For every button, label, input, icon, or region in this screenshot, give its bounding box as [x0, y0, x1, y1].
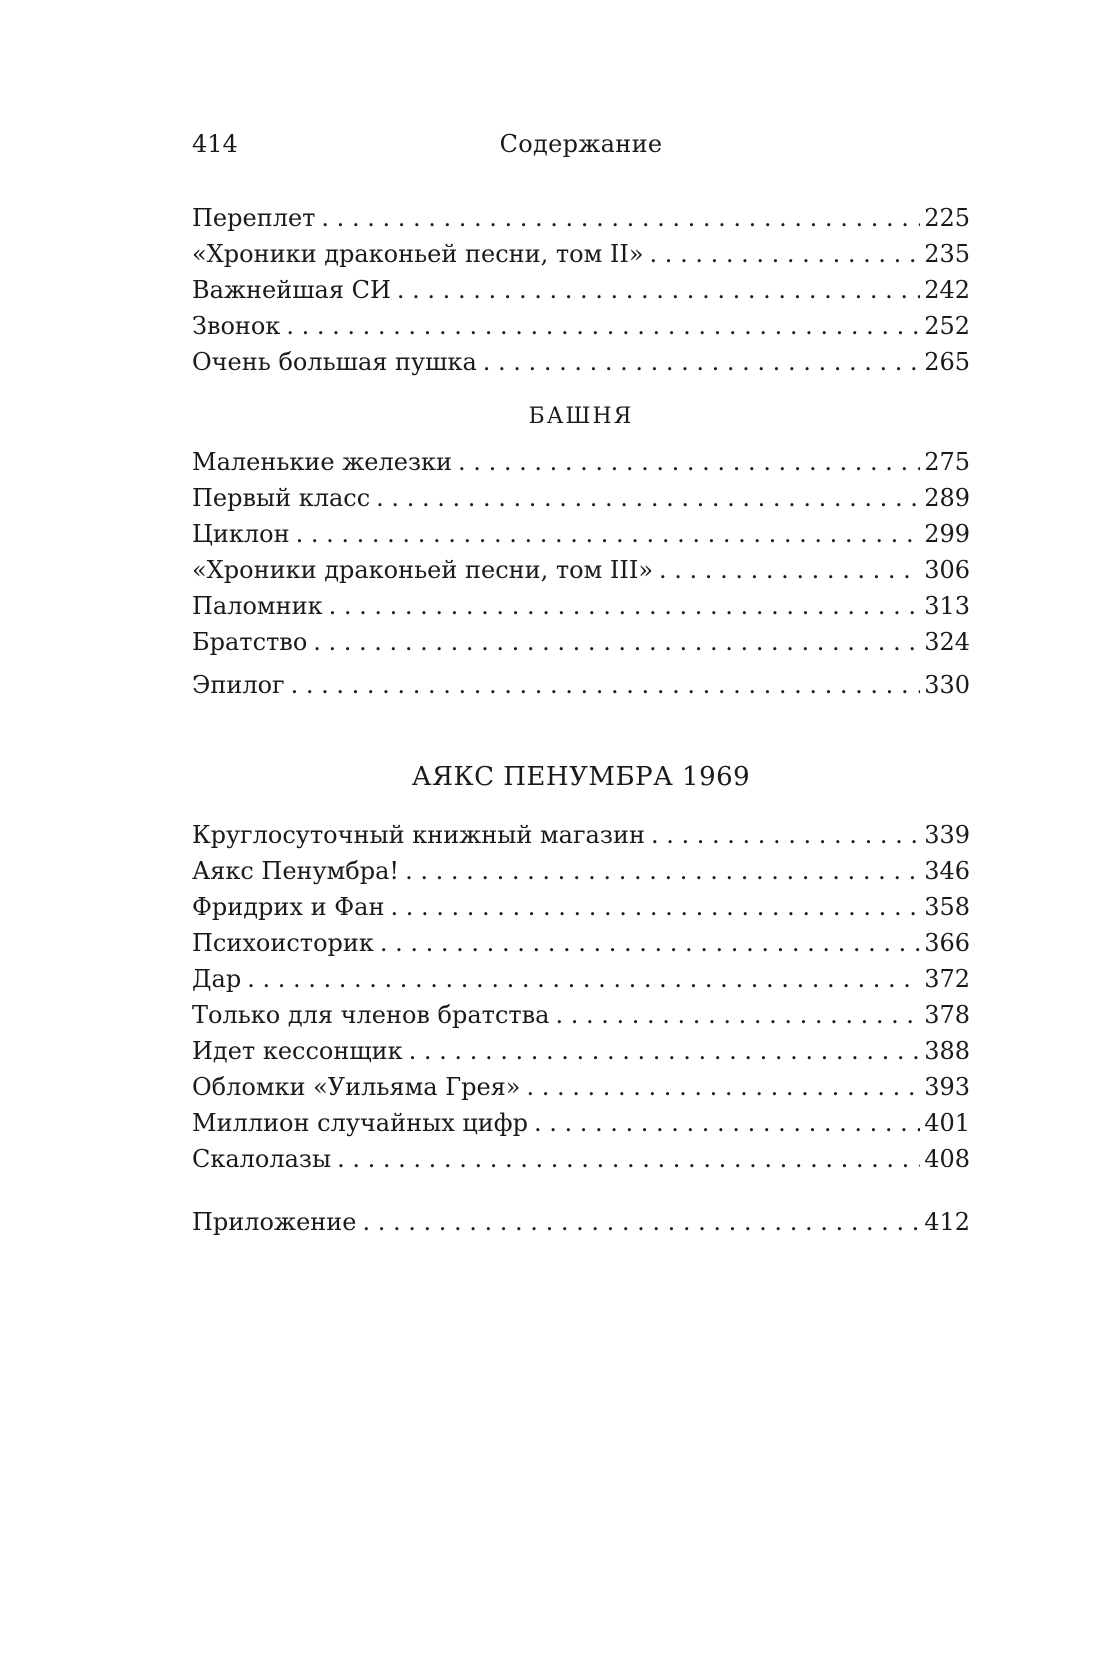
toc-entry-title: «Хроники драконьей песни, том III»: [192, 556, 654, 584]
toc-entry-title: Циклон: [192, 520, 290, 548]
dot-leader: [405, 853, 920, 889]
dot-leader: [362, 1204, 920, 1240]
dot-leader: [555, 997, 920, 1033]
toc-entry-title: Паломник: [192, 592, 323, 620]
toc-entry-page: 388: [924, 1037, 970, 1065]
dot-leader: [329, 588, 921, 624]
toc-entry-page: 366: [924, 929, 970, 957]
running-title: Содержание: [499, 130, 663, 158]
dot-leader: [397, 272, 920, 308]
toc-entry-page: 252: [924, 312, 970, 340]
toc-entry: [192, 552, 970, 588]
toc-entry: [192, 889, 970, 925]
toc-entry-title: Первый класс: [192, 484, 371, 512]
toc-entry: [192, 624, 970, 660]
toc-entry-page: 235: [924, 240, 970, 268]
dot-leader: [247, 961, 920, 997]
toc-entry: [192, 272, 970, 308]
toc-entry: [192, 817, 970, 853]
dot-leader: [651, 817, 920, 853]
running-head: [192, 130, 970, 170]
toc-entry-page: 265: [924, 348, 970, 376]
toc-entry-title: Обломки «Уильяма Грея»: [192, 1073, 521, 1101]
toc-entry-title: Круглосуточный книжный магазин: [192, 821, 645, 849]
toc-entry-title: Психоисторик: [192, 929, 374, 957]
toc-entry-title: Маленькие железки: [192, 448, 453, 476]
dot-leader: [534, 1105, 920, 1141]
toc-entry-page: 242: [924, 276, 970, 304]
dot-leader: [526, 1069, 920, 1105]
toc-entry: [192, 480, 970, 516]
toc-entry: [192, 516, 970, 552]
dot-leader: [291, 667, 921, 703]
toc-entry-page: 372: [924, 965, 970, 993]
toc-entry-page: 313: [924, 592, 970, 620]
dot-leader: [337, 1141, 920, 1177]
toc-entry-epilogue: [192, 667, 970, 703]
dot-leader: [650, 236, 921, 272]
dot-leader: [313, 624, 920, 660]
toc-entry: [192, 961, 970, 997]
toc-entry-title: Фридрих и Фан: [192, 893, 385, 921]
dot-leader: [296, 516, 921, 552]
toc-entry-title: Аякс Пенумбра!: [192, 857, 400, 885]
toc-entry: [192, 997, 970, 1033]
toc-entry: [192, 308, 970, 344]
toc-entry: [192, 1141, 970, 1177]
toc-entry-page: 346: [924, 857, 970, 885]
dot-leader: [483, 344, 920, 380]
toc-entry-title: Миллион случайных цифр: [192, 1109, 528, 1137]
toc-entry-title: Приложение: [192, 1208, 357, 1236]
toc-entry-page: 412: [924, 1208, 970, 1236]
dot-leader: [380, 925, 920, 961]
toc-entry-title: «Хроники драконьей песни, том II»: [192, 240, 644, 268]
toc-entry-page: 339: [924, 821, 970, 849]
toc-entry: [192, 1105, 970, 1141]
toc-entry-page: 306: [924, 556, 970, 584]
page-number: 414: [192, 130, 238, 158]
toc-entry-title: Эпилог: [192, 671, 285, 699]
toc-entry-title: Братство: [192, 628, 308, 656]
toc-entry-page: 225: [924, 204, 970, 232]
toc-entry: [192, 925, 970, 961]
toc-entry-page: 401: [924, 1109, 970, 1137]
toc-entry-page: 324: [924, 628, 970, 656]
toc-entry-page: 378: [924, 1001, 970, 1029]
dot-leader: [409, 1033, 921, 1069]
toc-entry: [192, 853, 970, 889]
toc-entry-title: Очень большая пушка: [192, 348, 477, 376]
toc-entry-page: 408: [924, 1145, 970, 1173]
toc-entry-title: Только для членов братства: [192, 1001, 550, 1029]
dot-leader: [659, 552, 920, 588]
toc-entry-page: 393: [924, 1073, 970, 1101]
toc-entry-page: 330: [924, 671, 970, 699]
toc-entry-title: Идет кессонщик: [192, 1037, 403, 1065]
toc-entry-title: Звонок: [192, 312, 281, 340]
dot-leader: [390, 889, 920, 925]
toc-entry: [192, 1033, 970, 1069]
dot-leader: [321, 200, 920, 236]
dot-leader: [286, 308, 920, 344]
toc-entry-page: 358: [924, 893, 970, 921]
toc-entry: [192, 1069, 970, 1105]
dot-leader: [376, 480, 920, 516]
toc-entry-title: Дар: [192, 965, 242, 993]
toc-entry-title: Скалолазы: [192, 1145, 332, 1173]
toc-entry: [192, 200, 970, 236]
toc-entry-title: Переплет: [192, 204, 316, 232]
toc-entry: [192, 344, 970, 380]
dot-leader: [458, 444, 920, 480]
toc-entry: [192, 588, 970, 624]
section-heading: БАШНЯ: [528, 404, 634, 429]
toc-entry: [192, 236, 970, 272]
toc-entry-page: 275: [924, 448, 970, 476]
toc-entry-page: 299: [924, 520, 970, 548]
toc-entry-page: 289: [924, 484, 970, 512]
toc-entry-appendix: [192, 1204, 970, 1240]
part-heading: АЯКС ПЕНУМБРА 1969: [411, 762, 751, 792]
toc-entry-title: Важнейшая СИ: [192, 276, 391, 304]
toc-entry: [192, 444, 970, 480]
